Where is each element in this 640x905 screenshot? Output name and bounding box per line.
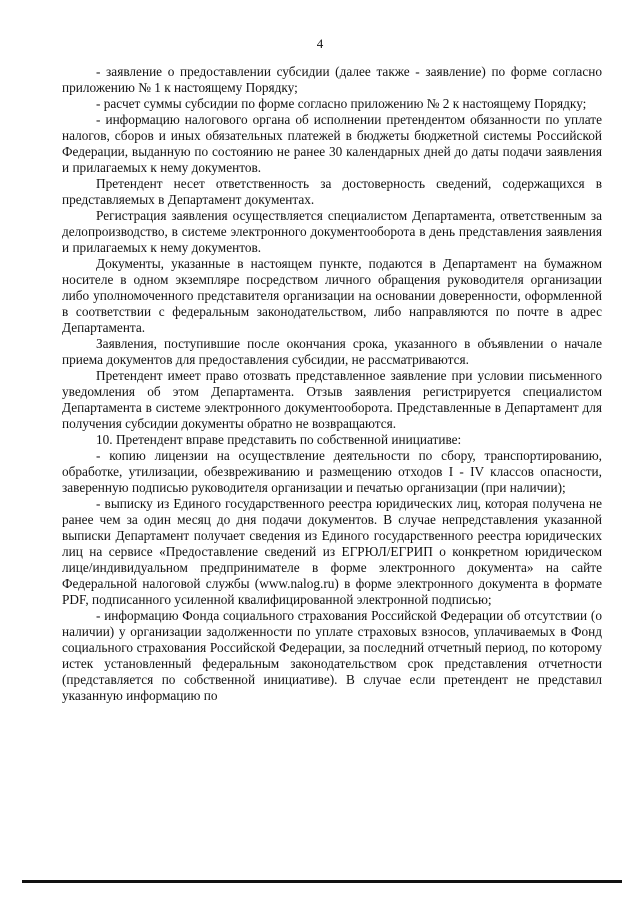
- paragraph-egrul-extract: - выписку из Единого государственного реестра юридических лиц, которая получена не ранее чем за один месяц до дня подачи документов. В случае непредставления указанной выписки Департамент получает сведения из Единого государственного реестра юридических лиц на сервисе «Предоставление сведений из ЕГРЮЛ/ЕГРИП о конкретном юридическом лице/индивидуальном предпринимателе в форме электронного документа» на сайте Федеральной налоговой службы (www.nalog.ru) в форме электронного документа в формате PDF, подписанного усиленной квалифицированной электронной подписью;: [62, 496, 602, 607]
- document-body: [62, 64, 602, 704]
- paragraph-document-submission: Документы, указанные в настоящем пункте, подаются в Департамент на бумажном носителе в одном экземпляре посредством личного обращения руководителя организации либо уполномоченного представителя организации на основании доверенности, оформленной в соответствии с федеральным законодательством, либо направляются по почте в адрес Департамента.: [62, 256, 602, 335]
- paragraph-application-form: - заявление о предоставлении субсидии (далее также - заявление) по форме согласно приложению № 1 к настоящему Порядку;: [62, 64, 602, 95]
- paragraph-tax-authority-info: - информацию налогового органа об исполнении претендентом обязанности по уплате налогов, сборов и иных обязательных платежей в бюджеты бюджетной системы Российской Федерации, выданную по состоянию не ранее 30 календарных дней до даты подачи заявления и прилагаемых к нему документов.: [62, 112, 602, 175]
- paragraph-withdrawal: Претендент имеет право отозвать представленное заявление при условии письменного уведомления об этом Департамента. Отзыв заявления регистрируется специалистом Департамента в системе электронного документооборота. Представленные в Департамент для получения субсидии документы обратно не возвращаются.: [62, 368, 602, 431]
- page-number: 4: [316, 36, 324, 51]
- paragraph-applicant-responsibility: Претендент несет ответственность за достоверность сведений, содержащихся в представляемых в Департамент документах.: [62, 176, 602, 207]
- bottom-rule: [22, 880, 622, 883]
- paragraph-item-10: 10. Претендент вправе представить по собственной инициативе:: [96, 432, 462, 447]
- paragraph-late-applications: Заявления, поступившие после окончания срока, указанного в объявлении о начале приема документов для предоставления субсидии, не рассматриваются.: [62, 336, 602, 367]
- paragraph-registration: Регистрация заявления осуществляется специалистом Департамента, ответственным за делопроизводство, в системе электронного документооборота в день представления заявления и прилагаемых к нему документов.: [62, 208, 602, 255]
- paragraph-subsidy-calculation: - расчет суммы субсидии по форме согласно приложению № 2 к настоящему Порядку;: [96, 96, 587, 111]
- paragraph-license-copy: - копию лицензии на осуществление деятельности по сбору, транспортированию, обработке, утилизации, обезвреживанию и размещению отходов I - IV классов опасности, заверенную подписью руководителя организации и печатью организации (при наличии);: [62, 448, 602, 495]
- paragraph-social-insurance-info: - информацию Фонда социального страхования Российской Федерации об отсутствии (о наличии) у организации задолженности по уплате страховых взносов, уплачиваемых в Фонд социального страхования Российской Федерации, за последний отчетный период, по которому истек установленный федеральным законодательством срок представления отчетности (представляется по собственной инициативе). В случае если претендент не представил указанную информацию по: [62, 608, 602, 703]
